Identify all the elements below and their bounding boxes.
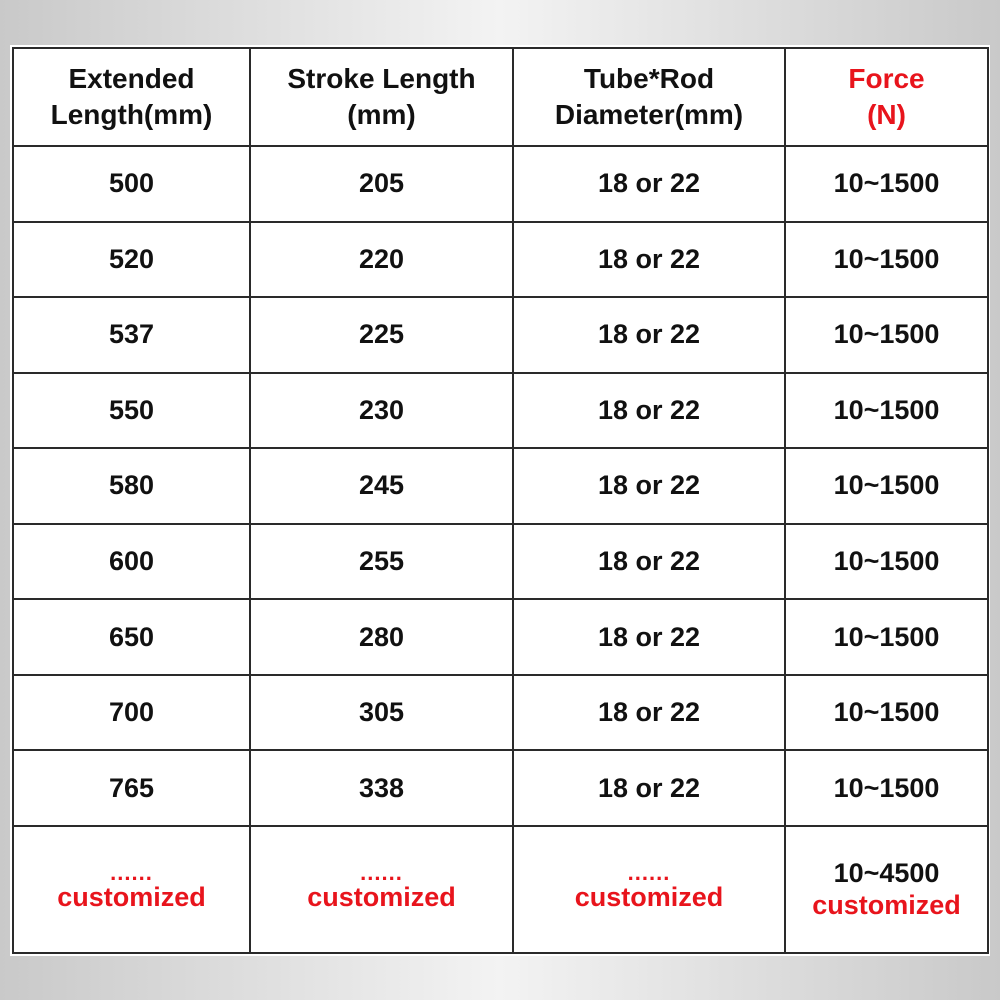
custom-row	[13, 826, 988, 953]
force-custom-value: 10~4500	[833, 858, 940, 889]
cell-extended: 550	[13, 373, 250, 449]
cell-stroke: 230	[250, 373, 513, 449]
cell-force: 10~1500	[785, 222, 988, 298]
cell-diameter: 18 or 22	[513, 675, 785, 751]
cell-extended: 600	[13, 524, 250, 600]
cell-diameter: 18 or 22	[513, 373, 785, 449]
cell-extended: 520	[13, 222, 250, 298]
table-row	[13, 750, 988, 826]
ellipsis-dots: ......	[627, 860, 671, 886]
cell-force: 10~1500	[785, 448, 988, 524]
customized-label: customized	[812, 890, 961, 921]
cell-diameter: 18 or 22	[513, 146, 785, 222]
ellipsis-dots: ......	[110, 860, 153, 886]
cell-diameter: 18 or 22	[513, 750, 785, 826]
cell-diameter: 18 or 22	[513, 524, 785, 600]
table-row	[13, 373, 988, 449]
cell-extended: 650	[13, 599, 250, 675]
spec-panel	[10, 45, 990, 956]
header-row	[13, 48, 988, 146]
cell-extended: 537	[13, 297, 250, 373]
cell-force: 10~1500	[785, 524, 988, 600]
cell-diameter: 18 or 22	[513, 448, 785, 524]
customized-label: customized	[57, 882, 206, 913]
cell-diameter: 18 or 22	[513, 222, 785, 298]
table-row	[13, 524, 988, 600]
cell-extended: 580	[13, 448, 250, 524]
customized-label: customized	[307, 882, 456, 913]
cell-stroke: 255	[250, 524, 513, 600]
cell-stroke: 225	[250, 297, 513, 373]
cell-diameter: 18 or 22	[513, 297, 785, 373]
header-force: Force (N)	[785, 48, 988, 146]
header-tube-rod-diameter: Tube*Rod Diameter(mm)	[513, 48, 785, 146]
table-row	[13, 146, 988, 222]
table-row	[13, 599, 988, 675]
cell-diameter: 18 or 22	[513, 599, 785, 675]
cell-stroke: 338	[250, 750, 513, 826]
cell-force: 10~1500	[785, 599, 988, 675]
table-row	[13, 222, 988, 298]
table-row	[13, 297, 988, 373]
table-row	[13, 448, 988, 524]
cell-extended-custom	[13, 826, 250, 953]
cell-stroke: 245	[250, 448, 513, 524]
cell-stroke: 220	[250, 222, 513, 298]
cell-force: 10~1500	[785, 297, 988, 373]
header-stroke-length: Stroke Length (mm)	[250, 48, 513, 146]
cell-force-custom	[785, 826, 988, 953]
cell-stroke: 305	[250, 675, 513, 751]
cell-stroke-custom	[250, 826, 513, 953]
cell-force: 10~1500	[785, 146, 988, 222]
table-row	[13, 675, 988, 751]
cell-force: 10~1500	[785, 675, 988, 751]
cell-stroke: 280	[250, 599, 513, 675]
cell-diameter-custom	[513, 826, 785, 953]
spec-table	[12, 47, 989, 954]
cell-stroke: 205	[250, 146, 513, 222]
cell-force: 10~1500	[785, 373, 988, 449]
customized-label: customized	[574, 882, 724, 913]
cell-extended: 500	[13, 146, 250, 222]
cell-extended: 700	[13, 675, 250, 751]
ellipsis-dots: ......	[360, 860, 403, 886]
cell-force: 10~1500	[785, 750, 988, 826]
header-extended-length: Extended Length(mm)	[13, 48, 250, 146]
cell-extended: 765	[13, 750, 250, 826]
